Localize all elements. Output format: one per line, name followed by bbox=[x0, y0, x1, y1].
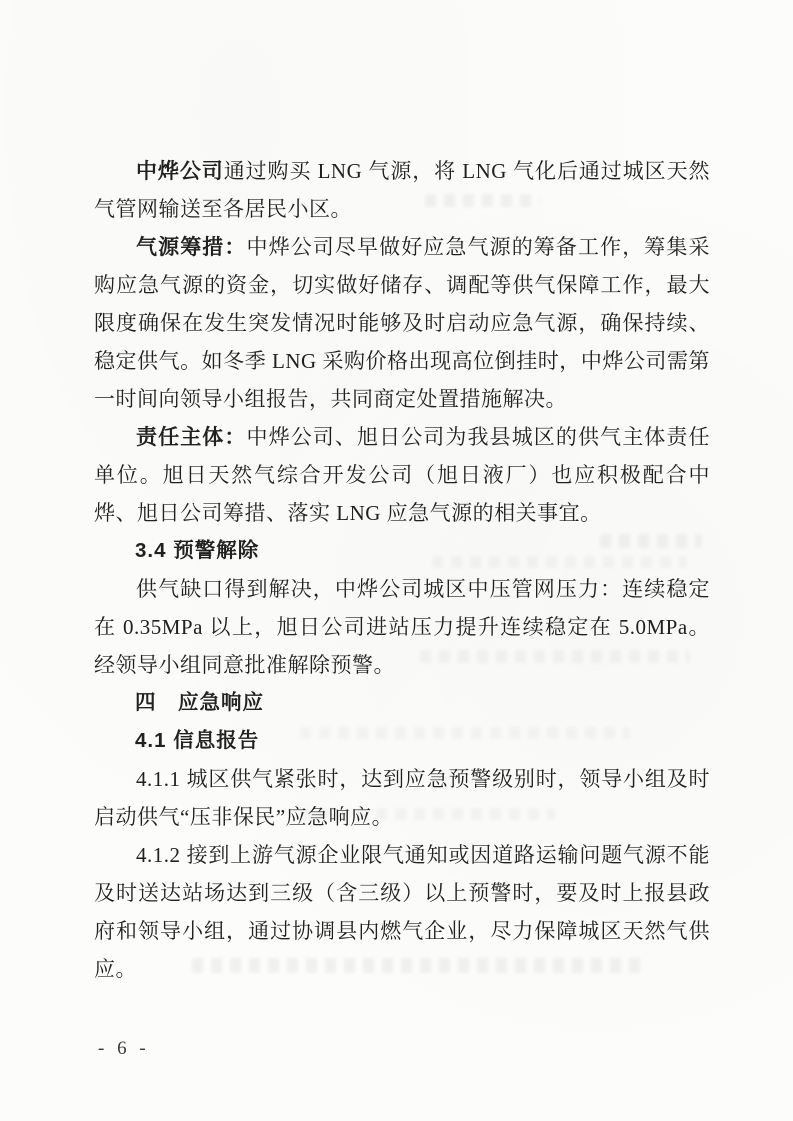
paragraph-text: 中烨公司尽早做好应急气源的筹备工作，筹集采购应急气源的资金，切实做好储存、调配等供气保障工作，最大限度确保在发生突发情况时能够及时启动应急气源，确保持续、稳定供气。如冬季 LNG 采购价格出现高位倒挂时，中烨公司需第一时间向领导小组报告，共同商定处置措施解决。 bbox=[94, 235, 710, 411]
paragraph-warning-lift-conditions: 供气缺口得到解决，中烨公司城区中压管网压力：连续稳定在 0.35MPa 以上，旭日公司进站压力提升连续稳定在 5.0MPa。经领导小组同意批准解除预警。 bbox=[94, 577, 710, 677]
paragraph-gas-source-planning bbox=[94, 228, 710, 418]
paragraph-text: 中烨公司、旭日公司为我县城区的供气主体责任单位。旭日天然气综合开发公司（旭日液厂）也应积极配合中烨、旭日公司筹措、落实 LNG 应急气源的相关事宜。 bbox=[94, 425, 710, 525]
paragraph-lead-bold: 气源筹措： bbox=[136, 235, 247, 259]
paragraph-text: 通过购买 LNG 气源，将 LNG 气化后通过城区天然气管网输送至各居民小区。 bbox=[94, 159, 710, 221]
heading-section-4-emergency-response: 四 应急响应 bbox=[135, 691, 264, 714]
paragraph-company-supply bbox=[94, 152, 710, 228]
page-number: - 6 - bbox=[98, 1038, 150, 1059]
paragraph-4-1-1: 4.1.1 城区供气紧张时，达到应急预警级别时，领导小组及时启动供气“压非保民”应急响应。 bbox=[94, 767, 710, 829]
paragraph-responsible-entities bbox=[94, 418, 710, 532]
heading-3-4-warning-lift: 3.4 预警解除 bbox=[135, 539, 260, 562]
paragraph-lead-bold: 责任主体： bbox=[136, 425, 247, 449]
paragraph-lead-bold: 中烨公司 bbox=[136, 159, 224, 183]
paragraph-4-1-2: 4.1.2 接到上游气源企业限气通知或因道路运输问题气源不能及时送达站场达到三级（含三级）以上预警时，要及时上报县政府和领导小组，通过协调县内燃气企业，尽力保障城区天然气供应。 bbox=[94, 843, 710, 981]
heading-4-1-information-reporting: 4.1 信息报告 bbox=[135, 729, 260, 752]
document-body bbox=[94, 152, 710, 988]
